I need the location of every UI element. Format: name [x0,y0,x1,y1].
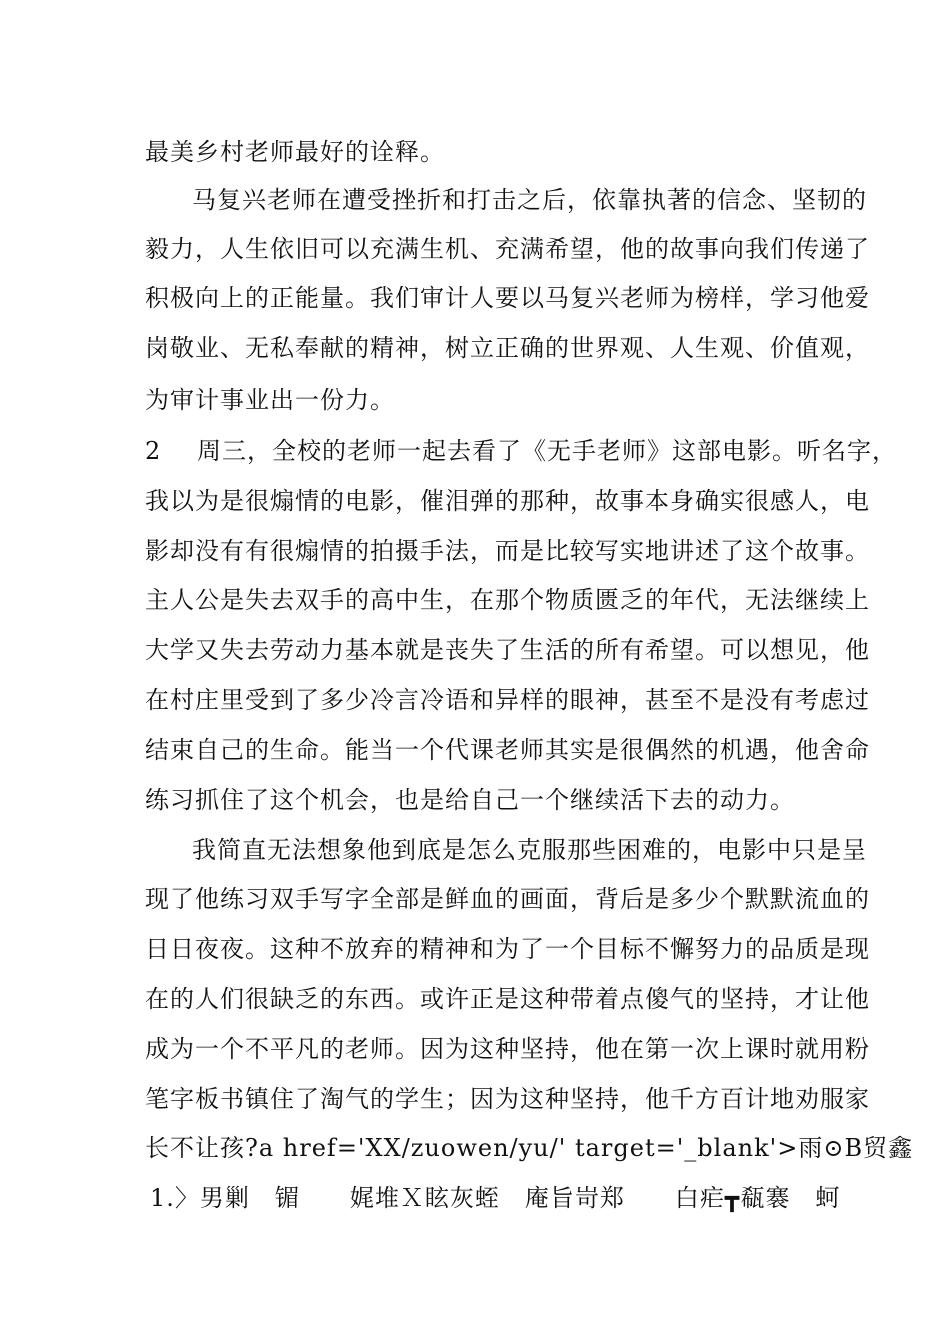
text-line: 最美乡村老师最好的诠释。 [145,138,445,166]
text-line: 主人公是失去双手的高中生，在那个物质匮乏的年代，无法继续上 [145,586,870,614]
text-line: 为审计事业出一份力。 [145,386,395,414]
text-line: 在的人们很缺乏的东西。或许正是这种带着点傻气的坚持，才让他 [145,985,870,1013]
text-line: 长不让孩?a href='XX/zuowen/yu/' target='_blank'>雨⊙B贸鑫 [145,1134,914,1162]
text-line: 我简直无法想象他到底是怎么克服那些困难的，电影中只是呈 [192,836,867,864]
section-number: 2 [145,437,162,465]
garbled-text-line: 1.〉男剿 镅 娓堆Ｘ眩灰蛭 庵旨岢郑 白疟┳瓻褰 蚵 [150,1184,841,1212]
text-line: 大学又失去劳动力基本就是丧失了生活的所有希望。可以想见，他 [145,636,870,664]
text-line: 我以为是很煽情的电影，催泪弹的那种，故事本身确实很感人，电 [145,487,870,515]
text-line: 岗敬业、无私奉献的精神，树立正确的世界观、人生观、价值观， [145,334,870,362]
text-line: 周三，全校的老师一起去看了《无手老师》这部电影。听名字， [197,437,897,465]
text-line: 毅力，人生依旧可以充满生机、充满希望，他的故事向我们传递了 [145,235,870,263]
text-line: 练习抓住了这个机会，也是给自己一个继续活下去的动力。 [145,786,795,814]
text-line: 马复兴老师在遭受挫折和打击之后，依靠执著的信念、坚韧的 [192,186,867,214]
numbered-paragraph-start [145,436,897,466]
text-line: 积极向上的正能量。我们审计人要以马复兴老师为榜样，学习他爱 [145,284,870,312]
text-line: 日日夜夜。这种不放弃的精神和为了一个目标不懈努力的品质是现 [145,935,870,963]
text-line: 影却没有有很煽情的拍摄手法，而是比较写实地讲述了这个故事。 [145,537,870,565]
text-line: 在村庄里受到了多少冷言冷语和异样的眼神，甚至不是没有考虑过 [145,686,870,714]
text-line: 成为一个不平凡的老师。因为这种坚持，他在第一次上课时就用粉 [145,1035,870,1063]
text-line: 现了他练习双手写字全部是鲜血的画面，背后是多少个默默流血的 [145,885,870,913]
text-line: 结束自己的生命。能当一个代课老师其实是很偶然的机遇，他舍命 [145,736,870,764]
text-line: 笔字板书镇住了淘气的学生；因为这种坚持，他千方百计地劝服家 [145,1085,870,1113]
